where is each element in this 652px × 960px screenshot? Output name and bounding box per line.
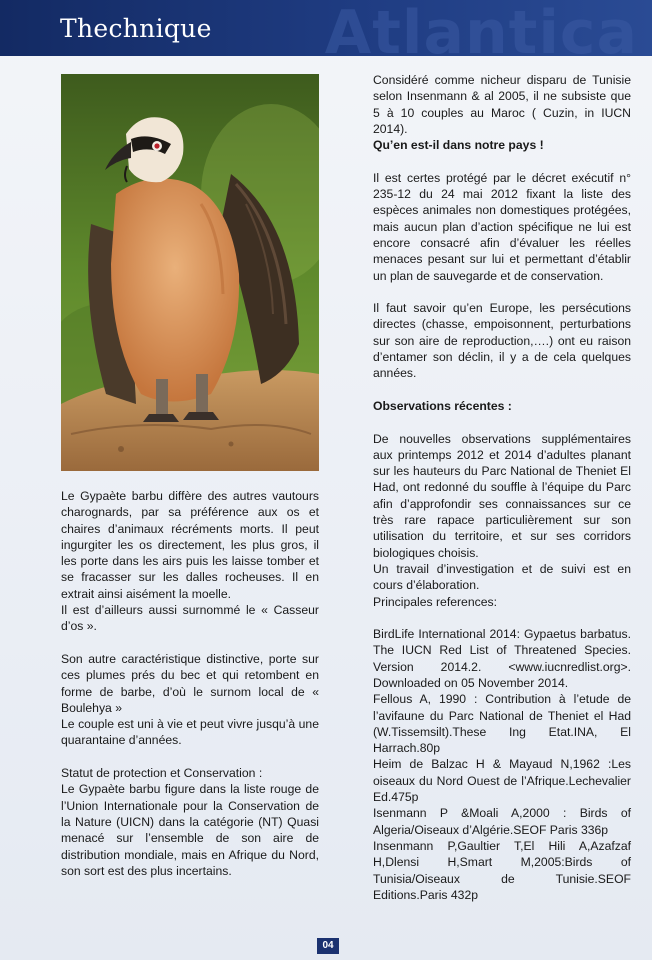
reference-item: Isenmann P &Moali A,2000 : Birds of Algeria/Oiseaux d’Algérie.SEOF Paris 336p [373,806,631,837]
paragraph: Le couple est uni à vie et peut vivre jusqu’à une quarantaine d’années. [61,717,319,748]
paragraph: Le Gypaète barbu diffère des autres vautours charognards, par sa préférence aux os et chaires d’animaux récréments morts. Il peut ingurgiter les os directement, les plus gros, il les porte dans les airs puis les laisse tomber et se fracasser sur les dalles rocheuses. Il en extrait ainsi aisément la moelle. [61,489,319,601]
paragraph: Un travail d’investigation et de suivi est en cours d’élaboration. [373,561,631,593]
paragraph: Considéré comme nicheur disparu de Tunisie selon Insenmann & al 2005, il ne subsiste que 5 à 10 couples au Maroc ( Cuzin, in IUCN 2014). [373,73,631,136]
paragraph: Il est certes protégé par le décret exécutif n° 235-12 du 24 mai 2012 fixant la liste des espèces animales non domestiques protégées, mais aucun plan d’action spécifique ne lui est encore consacré afin d’évaluer les réelles menaces pesant sur lui et permettant d’établir un plan de sauvegarde et de conservation. [373,170,631,283]
right-column [373,72,631,903]
reference-item: Fellous A, 1990 : Contribution à l’etude de l’avifaune du Parc National de Theniet el Had (W.Tissemsilt).These Ing Etat.INA, El Harrach.80p [373,692,631,756]
bearded-vulture-photo [61,74,319,471]
section-title: Thechnique [60,14,212,43]
subheading: Statut de protection et Conservation : [61,766,263,781]
question-heading: Qu’en est-il dans notre pays ! [373,138,544,153]
reference-item: BirdLife International 2014: Gypaetus barbatus. The IUCN Red List of Threatened Species. Version 2014.2. <www.iucnredlist.org>. Downloaded on 05 November 2014. [373,627,631,690]
reference-item: Heim de Balzac H & Mayaud N,1962 :Les oiseaux du Nord Ouest de l’Afrique.Lechevalier Ed.475p [373,757,631,805]
left-column [61,488,319,879]
paragraph: Il faut savoir qu’en Europe, les persécutions directes (chasse, empoisonnent, perturbations sur son aire de reproduction,….) ont eu raison d’entamer son déclin, il y a de cela quelques années. [373,301,631,381]
brand-watermark: Atlantica [324,0,638,56]
paragraph: Il est d’ailleurs aussi surnommé le « Casseur d’os ». [61,603,319,634]
reference-item: Insenmann P,Gaultier T,El Hili A,Azafzaf H,Dlensi H,Smart M,2005:Birds of Tunisia/Oiseaux de Tunisie.SEOF Editions.Paris 432p [373,838,631,902]
page-number: 04 [317,938,339,954]
observations-heading: Observations récentes : [373,398,512,413]
references-heading: Principales references: [373,594,497,609]
paragraph: Le Gypaète barbu figure dans la liste rouge de l’Union Internationale pour la Conservation de la Nature (UICN) dans la catégorie (NT) Quasi menacé sur l’ensemble de son aire de distribution mondiale, mais en Afrique du Nord, son sort est des plus incertains. [61,782,319,878]
paragraph: Son autre caractéristique distinctive, porte sur ces plumes prés du bec et qui retombent en forme de barbe, d’où le surnom local de « Boulehya » [61,651,319,715]
paragraph: De nouvelles observations supplémentaires aux printemps 2012 et 2014 d’adultes planant sur les hauteurs du Parc National de Theniet El Had, ont redonné du souffle à l’équipe du Parc afin d’approfondir ses connaissances sur ce très rare rapace particulièrement sur son utilisation du territoire, et sur ses corridors biologiques choisis. [373,431,631,560]
header-bar [0,0,652,56]
